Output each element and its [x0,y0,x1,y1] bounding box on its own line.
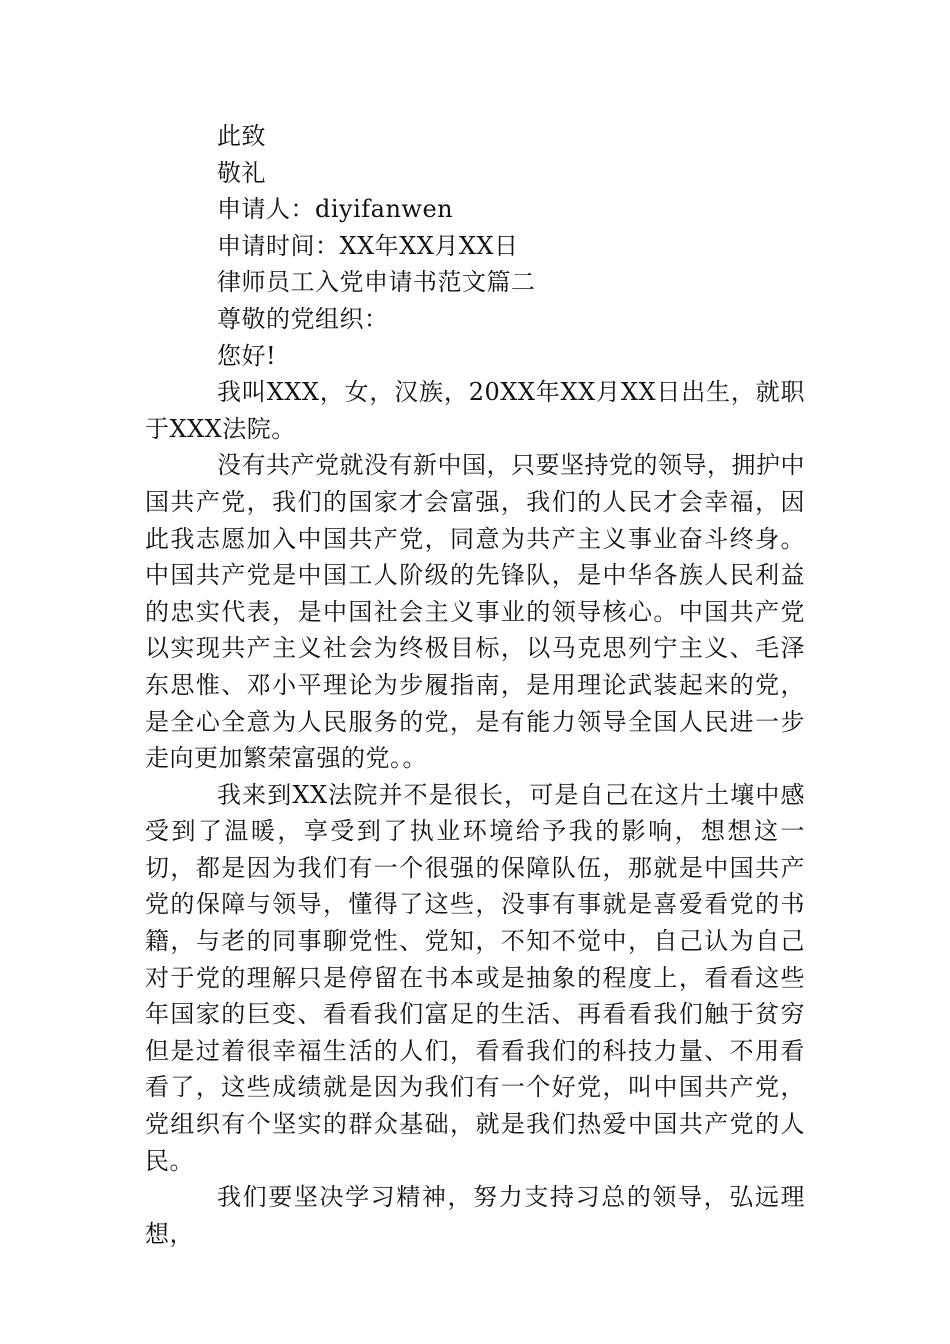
paragraph-intro: 我叫XXX，女，汉族，20XX年XX月XX日出生，就职于XXX法院。 [145,378,805,443]
paragraph-commitment: 我们要坚决学习精神，努力支持习总的领导，弘远理想， [145,1183,805,1248]
paragraph-experience: 我来到XX法院并不是很长，可是自己在这片土壤中感受到了温暖，享受到了执业环境给予我的影响，想想这一切，都是因为我们有一个很强的保障队伍，那就是中国共产党的保障与领导，懂得了这些，没事有事就是喜爱看党的书籍，与老的同事聊党性、党知，不知不觉中，自己认为自己对于党的理解只是停留在书本或是抽象的程度上，看看这些年国家的巨变、看看我们富足的生活、再看看我们触于贫穷但是过着很幸福生活的人们，看看我们的科技力量、不用看看了，这些成绩就是因为我们有一个好党，叫中国共产党，党组织有个坚实的群众基础，就是我们热爱中国共产党的人民。 [145,780,805,1175]
date-line: 申请时间：XX年XX月XX日 [217,231,519,260]
applicant-line: 申请人：diyifanwen [217,195,454,224]
paragraph-motivation: 没有共产党就没有新中国，只要坚持党的领导，拥护中国共产党，我们的国家才会富强，我们的人民才会幸福，因此我志愿加入中国共产党，同意为共产主义事业奋斗终身。中国共产党是中国工人阶级的先锋队，是中华各族人民利益的忠实代表，是中国社会主义事业的领导核心。中国共产党以实现共产主义社会为终极目标，以马克思列宁主义、毛泽东思惟、邓小平理论为步履指南，是用理论武装起来的党，是全心全意为人民服务的党，是有能力领导全国人民进一步走向更加繁荣富强的党。。 [145,451,805,773]
section-title: 律师员工入党申请书范文篇二 [217,268,536,297]
closing-line-2: 敬礼 [217,158,266,187]
closing-line-1: 此致 [217,122,266,150]
document-body [145,118,805,1252]
salutation: 尊敬的党组织： [217,304,389,333]
greeting: 您好! [217,341,277,370]
